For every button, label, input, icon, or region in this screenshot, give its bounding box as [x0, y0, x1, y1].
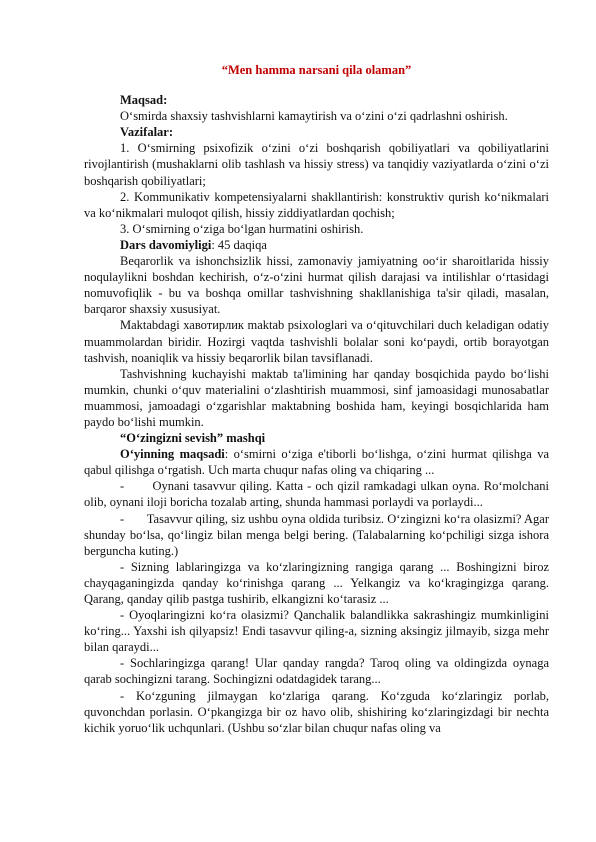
task-item: 3. O‘smirning o‘ziga bo‘lgan hurmatini oshirish.: [120, 221, 364, 236]
exercise-goal-label: O‘yinning maqsadi: [120, 447, 225, 462]
task-item: 1. O‘smirning psixofizik o‘zini o‘zi boshqarish qobiliyatlari va qobiliyatlarini rivojlantirish (mushaklarni olib tashlash va hissiy stress) va tanqidiy vaziyatlarda o‘zini o‘zi boshqarish qobiliyatlari;: [84, 141, 549, 188]
exercise-step: - Sochlaringizga qarang! Ular qanday rangda? Taroq oling va oldingizda oynaga qarab sochingizni tarang. Sochingizni odatdagidek tarang...: [84, 656, 549, 687]
exercise-step: - Sizning lablaringizga va ko‘zlaringizning rangiga qarang ... Boshingizni biroz chayqaganingizda qanday ko‘rinishga qarang ... Yelkangiz va ko‘kragingizga qarang. Qarang, qanday qilib pastga tushirib, elkangizni ko‘tarasiz ...: [84, 559, 549, 606]
goal-heading: Maqsad:: [120, 93, 168, 108]
body-paragraph: Tashvishning kuchayishi maktab ta'limining har qanday bosqichida paydo bo‘lishi mumkin, chunki o‘quv materialini o‘zlashtirish muammosi, sinf jamoasidagi munosabatlar muammosi, jamoadagi o‘zgarishlar maktabning boshida ham, keyingi bosqichlarida ham paydo bo‘lishi mumkin.: [84, 366, 549, 429]
exercise-step: - Oynani tasavvur qiling. Katta - och qizil ramkadagi ulkan oyna. Ro‘molchani olib, oynani iloji boricha tozalab arting, shunda hammasi porlaydi va porlaydi...: [84, 479, 549, 510]
tasks-heading: Vazifalar:: [120, 125, 173, 140]
exercise-goal-text: : o‘smirni o‘ziga e'tiborli bo‘lishga, o‘zini hurmat qilishga va qabul qilishga o‘rgatish. Uch marta chuqur nafas oling va chiqaring ...: [84, 447, 549, 478]
exercise-title: “O‘zingizni sevish” mashqi: [120, 431, 266, 446]
body-paragraph: Beqarorlik va ishonchsizlik hissi, zamonaviy jamiyatning oo‘ir sharoitlarida hissiy noqulaylikni boshdan kechirish, o‘z-o‘zini hurmat qilish darajasi va intilishlar o‘rtasidagi nomuvofiqlik - bu va boshqa omillar tashvishning shakllanishiga ta'sir qiladi, masalan, barqaror shaxsiy xususiyat.: [84, 254, 549, 317]
exercise-step: - Oyoqlaringizni ko‘ra olasizmi? Qanchalik balandlikka sakrashingiz mumkinligini ko‘ring... Yaxshi ish qilyapsiz! Endi tasavvur qiling-a, sizning aksingiz jilmayib, sizga mehr bilan qaraydi...: [84, 608, 549, 655]
task-item: 2. Kommunikativ kompetensiyalarni shakllantirish: konstruktiv qurish ko‘nikmalari va ko‘nikmalari muloqot qilish, hissiy ziddiyatlardan qochish;: [84, 189, 549, 220]
duration-value: : 45 daqiqa: [211, 237, 267, 252]
exercise-step: - Ko‘zguning jilmaygan ko‘zlariga qarang. Ko‘zguda ko‘zlaringiz porlab, quvonchdan porlasin. O‘pkangizga bir oz havo olib, shishiring ko‘zlaringizdagi bir nechta kichik yoruo‘lik uchqunlari. (Ushbu so‘zlar bilan chuqur nafas oling va: [84, 688, 549, 735]
body-paragraph: Maktabdagi хавотирлик maktab psixologlari va o‘qituvchilari duch keladigan odatiy muammolardan biridir. Hozirgi vaqtda tashvishli bolalar soni ko‘paydi, ortib borayotgan tashvish, noaniqlik va hissiy beqarorlik bilan tavsiflanadi.: [84, 318, 549, 365]
exercise-step: - Tasavvur qiling, siz ushbu oyna oldida turibsiz. O‘zingizni ko‘ra olasizmi? Agar shunday bo‘lsa, qo‘lingiz bilan menga belgi bering. (Talabalarning ko‘pchiligi sizga ishora berguncha kuting.): [84, 511, 549, 558]
duration-label: Dars davomiyligi: [120, 237, 212, 252]
goal-text: O‘smirda shaxsiy tashvishlarni kamaytirish va o‘zini o‘zi qadrlashni oshirish.: [120, 109, 508, 124]
duration-line: [84, 237, 549, 253]
exercise-goal: [84, 446, 549, 478]
document-title: “Men hamma narsani qila olaman”: [221, 63, 412, 77]
